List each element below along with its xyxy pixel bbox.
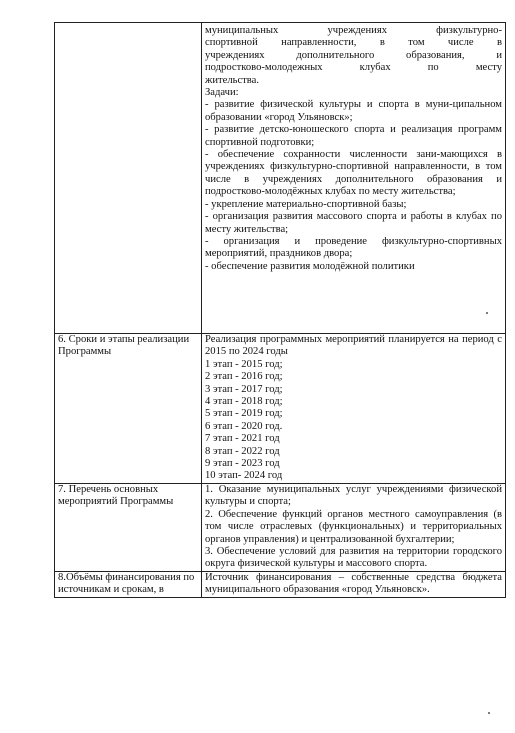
task-item: - укрепление материально-спортивной базы; <box>205 198 407 210</box>
funding-text: Источник финансирования – собственные средства бюджета муниципального образования «город Ульяновск». <box>205 571 502 596</box>
goals-line: спортивной направленности, в том числе в <box>205 37 502 49</box>
stage-item: 9 этап - 2023 год <box>205 458 280 470</box>
terms-content-cell <box>202 334 506 484</box>
table-row-goals <box>55 23 506 334</box>
stage-item: 6 этап - 2020 год. <box>205 420 283 432</box>
scan-speck <box>488 712 490 714</box>
task-item: - организация и проведение физкультурно-спортивных мероприятий, праздников двора; <box>205 235 502 260</box>
document-page <box>54 22 506 598</box>
funding-content-cell <box>202 571 506 597</box>
program-passport-table <box>54 22 506 598</box>
goals-content-cell <box>202 23 506 334</box>
terms-label: 6. Сроки и этапы реализации Программы <box>58 334 190 358</box>
scan-speck <box>486 312 488 314</box>
table-row-terms <box>55 334 506 484</box>
task-item: - организация развития массового спорта и работы в клубах по месту жительства; <box>205 211 502 235</box>
stage-item: 10 этап- 2024 год <box>205 470 283 482</box>
task-item: - развитие детско-юношеского спорта и реализация программ спортивной подготовки; <box>205 124 502 148</box>
goals-line: учреждениях дополнительного образования, и <box>205 49 502 61</box>
table-row-measures <box>55 483 506 571</box>
table-row-funding <box>55 571 506 597</box>
stage-item: 2 этап - 2016 год; <box>205 371 283 383</box>
goals-line: муниципальных учреждениях физкультурно- <box>205 25 502 36</box>
measures-label: 7. Перечень основных мероприятий Программы <box>58 483 174 508</box>
measure-item: 3. Обеспечение условий для развития на территории городского округа физической культуры и массового спорта. <box>205 545 502 570</box>
task-item: - обеспечение развития молодёжной политики <box>205 260 415 272</box>
goals-line: подростково-молодежных клубах по месту <box>205 62 502 74</box>
funding-label-cell <box>55 571 202 597</box>
task-item: - развитие физической культуры и спорта в муни-ципальном образовании «город Ульяновск»; <box>205 99 502 123</box>
task-item: - обеспечение сохранности численности зани-мающихся в учреждениях физкультурно-спортивной направленности, в том числе в учреждениях дополнительного образования и подростково-молодёжных клубах по месту жительства; <box>205 149 502 198</box>
stage-item: 3 этап - 2017 год; <box>205 383 283 395</box>
stage-item: 4 этап - 2018 год; <box>205 396 283 408</box>
terms-intro: Реализация программных мероприятий планируется на период с 2015 по 2024 годы <box>205 334 502 358</box>
stage-item: 8 этап - 2022 год <box>205 445 280 457</box>
goals-label-cell <box>55 23 202 334</box>
terms-label-cell <box>55 334 202 484</box>
funding-label: 8.Объёмы финансирования по источникам и срокам, в <box>58 571 195 596</box>
measures-content-cell <box>202 483 506 571</box>
goals-line: жительства. <box>205 74 259 86</box>
tasks-heading: Задачи: <box>205 87 239 99</box>
stage-item: 5 этап - 2019 год; <box>205 408 283 420</box>
stage-item: 7 этап - 2021 год <box>205 433 280 445</box>
measure-item: 1. Оказание муниципальных услуг учреждениями физической культуры и спорта; <box>205 483 502 508</box>
measures-label-cell <box>55 483 202 571</box>
stage-item: 1 этап - 2015 год; <box>205 358 283 370</box>
measure-item: 2. Обеспечение функций органов местного самоуправления (в том числе отраслевых (функциональных) и территориальных органов управления) и централизованной бухгалтерии; <box>205 508 502 545</box>
